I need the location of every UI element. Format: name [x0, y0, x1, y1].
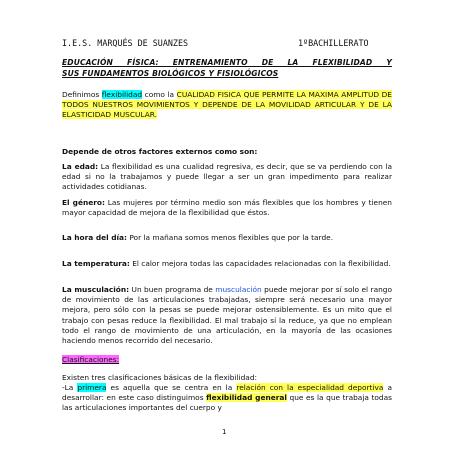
title-line-1: EDUCACIÓN FÍSICA: ENTRENAMIENTO DE LA FLEXIBILIDAD Y [62, 58, 392, 67]
page-number: 1 [222, 428, 227, 436]
musculation-text: puede mejorar por sí solo el rango de movimiento de las articulaciones trabajadas, siempre será necesario una mayor mejora, pero sólo con la pesas se puede mejorar ostensiblemente. Es un mito que el trabajo con pesas reduce la flexibilidad. El mal trabajo sí la reduce, ya que no emplean todo el rango de movimiento de una articulación, en la mayoría de las ocasiones haciendo menos recorrido del necesario. [62, 285, 392, 346]
classification-item [62, 383, 392, 414]
definition-paragraph [62, 90, 392, 121]
factor-label: La temperatura: [62, 259, 130, 268]
course-level: 1ºBACHILLERATO [298, 38, 369, 48]
factor-label: El género: [62, 198, 105, 207]
definition-term: flexibilidad [101, 90, 143, 99]
factor-label: La musculación: [62, 285, 130, 294]
factor-text: Las mujeres por término medio son más flexibles que los hombres y tienen mayor capacidad de mejora de la flexibilidad que éstos. [62, 198, 392, 218]
factor-gender [62, 198, 392, 218]
classification-intro: Existen tres clasificaciones básicas de la flexibilidad: [62, 373, 257, 382]
factors-heading: Depende de otros factores externos como son: [62, 147, 258, 156]
item-end: que es la que trabaja todas las articulaciones importantes del cuerpo y [62, 393, 392, 413]
definition-mid: como la [142, 90, 177, 99]
factor-text: El calor mejora todas las capacidades relacionadas con la flexibilidad. [129, 259, 391, 268]
document-title [62, 57, 392, 79]
factor-musculation [62, 285, 392, 346]
factor-label: La edad: [62, 162, 99, 171]
classification-heading: Clasificaciones: [62, 355, 120, 364]
musculation-pre: Un buen programa de [129, 285, 216, 294]
factor-age [62, 162, 392, 193]
factor-temperature [62, 259, 392, 269]
factor-text: La flexibilidad es una cualidad regresiva, es decir, que se va perdiendo con la edad si no la trabajamos y puede llegar a ser un gran impedimento para realizar actividades cotidianas. [62, 162, 392, 192]
item-mid-1: es aquella que se centra en la [106, 383, 237, 392]
factor-time-of-day [62, 233, 392, 243]
school-name: I.E.S. MARQUÉS DE SUANZES [62, 38, 189, 48]
definition-body: CUALIDAD FISICA QUE PERMITE LA MAXIMA AMPLITUD DE TODOS NUESTROS MOVIMIENTOS Y DEPENDE DE LA MOVILIDAD ARTICULAR Y DE LA ELASTICIDAD MUSCULAR. [62, 90, 392, 120]
title-line-2: SUS FUNDAMENTOS BIOLÓGICOS Y FISIOLÓGICOS [62, 69, 279, 78]
classification-heading-wrap [62, 355, 392, 365]
item-highlight-2: flexibilidad general [206, 393, 287, 403]
definition-pre: Definimos [62, 90, 102, 99]
item-mid-2: a desarrollar: en este caso distinguimos [62, 383, 392, 403]
item-pre: -La [62, 383, 78, 392]
factor-label: La hora del día: [62, 233, 127, 242]
factor-text: Por la mañana somos menos flexibles que por la tarde. [127, 233, 334, 242]
musculation-word: musculación [215, 285, 262, 294]
item-highlight-1: relación con la especialidad deportiva [236, 383, 384, 392]
item-word: primera [77, 383, 107, 392]
